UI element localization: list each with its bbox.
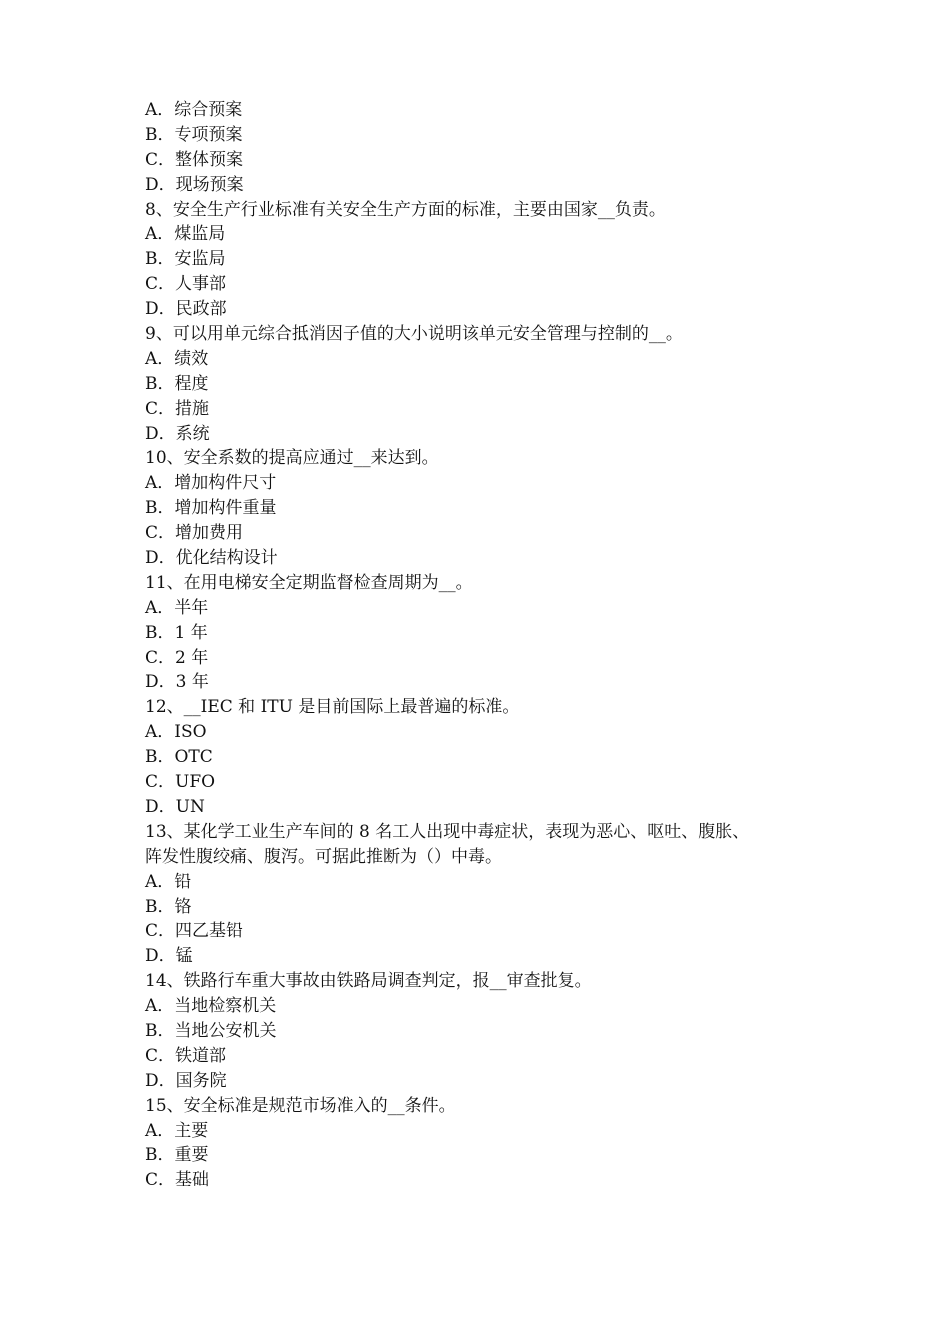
option-line: D．国务院 [145,1070,227,1091]
option-line: C．措施 [145,398,210,419]
question-15: 15、安全标准是规范市场准入的__条件。 [145,1095,456,1116]
option-line: B．程度 [145,373,209,394]
option-line: A．增加构件尺寸 [145,473,277,494]
document-page [145,98,835,1193]
option-line: D．优化结构设计 [145,548,278,569]
option-line: B．增加构件重量 [145,498,277,519]
option-line: C．人事部 [145,274,227,295]
question-13-continued: 阵发性腹绞痛、腹泻。可据此推断为（）中毒。 [145,846,502,867]
option-line: B．安监局 [145,249,226,270]
option-line: A．当地检察机关 [145,996,277,1017]
option-line: C．基础 [145,1170,210,1191]
option-line: C．2 年 [145,647,209,668]
option-line: A．ISO [145,722,207,743]
option-line: A．综合预案 [145,100,243,120]
option-line: A．绩效 [145,348,209,369]
question-8: 8、安全生产行业标准有关安全生产方面的标准，主要由国家__负责。 [145,199,666,220]
option-line: C．铁道部 [145,1045,227,1066]
option-line: D．3 年 [145,672,209,693]
option-line: D．UN [145,796,205,817]
option-line: C．整体预案 [145,149,244,170]
question-14: 14、铁路行车重大事故由铁路局调查判定，报__审查批复。 [145,971,592,992]
option-line: A．半年 [145,597,209,618]
option-line: C．UFO [145,772,216,793]
question-10: 10、安全系数的提高应通过__来达到。 [145,448,439,469]
question-9: 9、可以用单元综合抵消因子值的大小说明该单元安全管理与控制的__。 [145,324,683,345]
option-line: B．专项预案 [145,124,243,145]
option-line: C．增加费用 [145,523,244,544]
question-12: 12、__IEC 和 ITU 是目前国际上最普遍的标准。 [145,697,520,718]
option-line: B．重要 [145,1145,209,1166]
option-line: A．煤监局 [145,224,226,245]
option-line: C．四乙基铅 [145,921,244,942]
question-11: 11、在用电梯安全定期监督检查周期为__。 [145,572,473,593]
option-line: A．主要 [145,1120,209,1141]
question-13: 13、某化学工业生产车间的 8 名工人出现中毒症状，表现为恶心、呕吐、腹胀、 [145,821,750,842]
option-line: B．当地公安机关 [145,1020,277,1041]
option-line: D．民政部 [145,299,227,320]
option-line: B．1 年 [145,622,208,643]
option-line: D．系统 [145,423,210,444]
option-line: D．锰 [145,946,193,967]
option-line: B．OTC [145,747,213,768]
option-line: B．铬 [145,896,192,917]
option-line: A．铅 [145,871,192,892]
option-line: D．现场预案 [145,174,244,195]
